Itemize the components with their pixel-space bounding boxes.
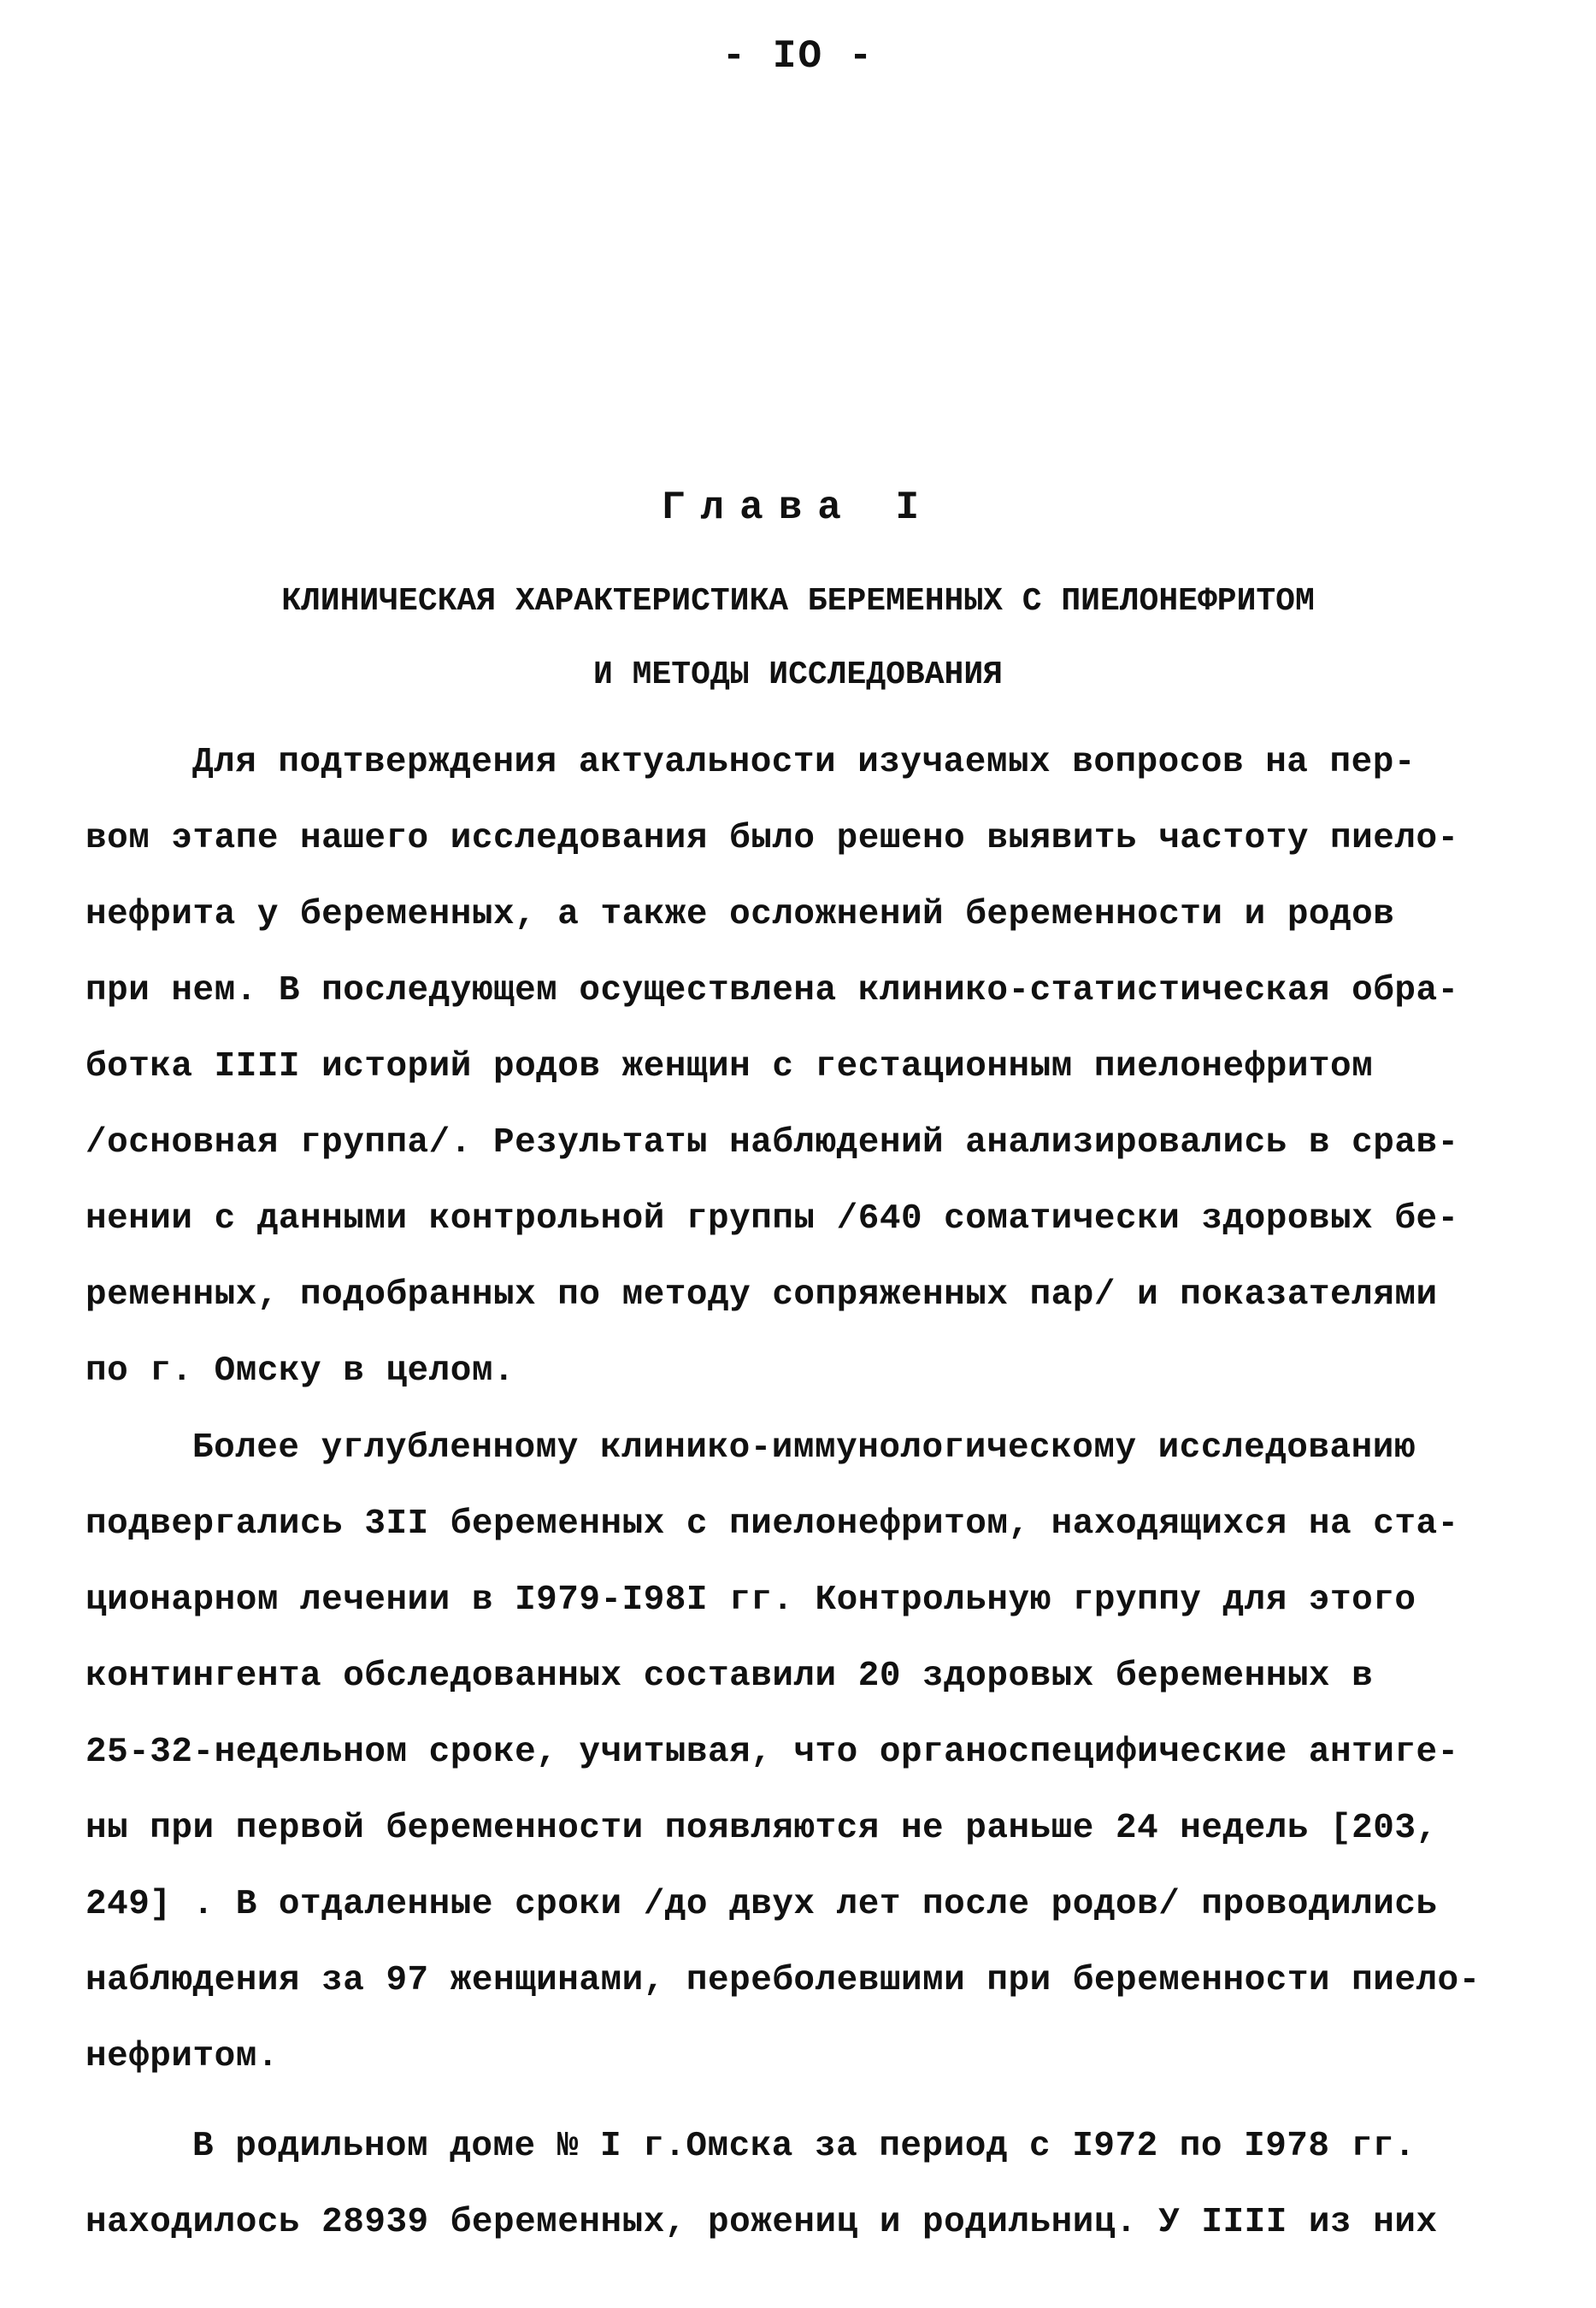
text-line: нении с данными контрольной группы /640 соматически здоровых бе- — [85, 1199, 1459, 1239]
text-line: нефрита у беременных, а также осложнений беременности и родов — [85, 895, 1395, 934]
text-line: /основная группа/. Результаты наблюдений анализировались в срав- — [85, 1123, 1459, 1163]
text-line: Более углубленному клинико-иммунологическому исследованию — [192, 1428, 1416, 1468]
text-line: вом этапе нашего исследования было решено выявить частоту пиело- — [85, 819, 1459, 858]
text-line: 25-32-недельном сроке, учитывая, что органоспецифические антиге- — [85, 1733, 1459, 1772]
chapter-label: Глава I — [661, 486, 935, 530]
text-line: ременных, подобранных по методу сопряженных пар/ и показателями — [85, 1275, 1438, 1315]
chapter-title-line-2: И МЕТОДЫ ИССЛЕДОВАНИЯ — [593, 656, 1003, 693]
page-number: - IO - — [721, 34, 875, 79]
text-line: наблюдения за 97 женщинами, переболевшими при беременности пиело- — [85, 1961, 1481, 2000]
text-line: подвергались 3II беременных с пиелонефритом, находящихся на ста- — [85, 1504, 1459, 1544]
text-line: В родильном доме № I г.Омска за период с I972 по I978 гг. — [192, 2127, 1416, 2166]
chapter-title-line-1: КЛИНИЧЕСКАЯ ХАРАКТЕРИСТИКА БЕРЕМЕННЫХ С ПИЕЛОНЕФРИТОМ — [281, 583, 1315, 620]
text-line: находилось 28939 беременных, рожениц и родильниц. У IIII из них — [85, 2203, 1438, 2242]
text-line: ны при первой беременности появляются не раньше 24 недель [203, — [85, 1809, 1438, 1848]
text-line: ботка IIII историй родов женщин с гестационным пиелонефритом — [85, 1047, 1374, 1086]
text-line: по г. Омску в целом. — [85, 1351, 515, 1391]
text-line: 249] . В отдаленные сроки /до двух лет после родов/ проводились — [85, 1885, 1438, 1924]
text-line: нефритом. — [85, 2037, 279, 2076]
text-line: контингента обследованных составили 20 здоровых беременных в — [85, 1657, 1374, 1696]
text-line: ционарном лечении в I979-I98I гг. Контрольную группу для этого — [85, 1581, 1416, 1620]
text-line: при нем. В последующем осуществлена клинико-статистическая обра- — [85, 971, 1459, 1010]
text-line: Для подтверждения актуальности изучаемых вопросов на пер- — [192, 743, 1416, 782]
